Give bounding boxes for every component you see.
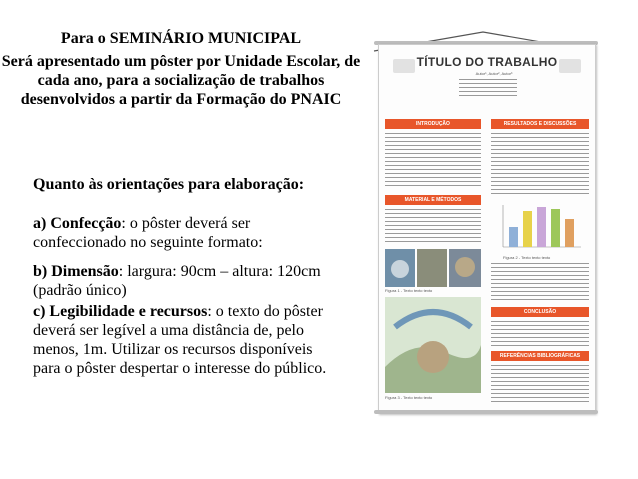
item-legibilidade-text: : o texto do pôster deverá ser legível a uma distância de, pelo menos, 1m. Utilizar os recursos disponíveis para o pôster despertar o interesse do público. — [33, 303, 327, 377]
seminar-description: Será apresentado um pôster por Unidade Escolar, de cada ano, para a socialização de trabalhos desenvolvidos a partir da Formação do PNAIC — [1, 53, 361, 108]
orientations-title: Quanto às orientações para elaboração: — [33, 176, 305, 193]
poster-title: TÍTULO DO TRABALHO — [416, 55, 558, 69]
item-legibilidade-label: c) Legibilidade e recursos — [33, 303, 208, 320]
poster-discussion-text — [491, 263, 589, 303]
poster-illustration — [378, 44, 596, 414]
poster-section-references: REFERÊNCIAS BIBLIOGRÁFICAS — [491, 351, 589, 361]
poster-figure-3-caption: Figura 3 - Texto texto texto — [385, 395, 433, 400]
chart-bar — [551, 209, 560, 247]
poster-figure-1 — [385, 249, 481, 287]
poster-figure-3 — [385, 297, 481, 393]
item-dimensao — [33, 262, 333, 300]
chart-bar — [565, 219, 574, 247]
chart-bar — [509, 227, 518, 247]
poster-affiliations — [459, 79, 517, 97]
chart-bar — [523, 211, 532, 247]
chart-bar — [537, 207, 546, 247]
poster-bottom-rod — [374, 410, 598, 414]
item-confeccao — [33, 214, 333, 252]
poster-references-text — [491, 365, 589, 405]
poster-section-results: RESULTADOS E DISCUSSÕES — [491, 119, 589, 129]
poster-authors: Autor¹, Autor², Autor³ — [475, 71, 513, 76]
poster-figure-2-chart — [499, 201, 583, 251]
poster-intro-text — [385, 133, 481, 189]
poster-figure-2-caption: Figura 2 - Texto texto texto — [503, 255, 551, 260]
item-confeccao-label: a) Confecção — [33, 215, 122, 232]
poster-section-conclusion: CONCLUSÃO — [491, 307, 589, 317]
poster-figure-1-caption: Figura 1 - Texto texto texto — [385, 288, 433, 293]
poster-conclusion-text — [491, 321, 589, 347]
seminar-heading: Para o SEMINÁRIO MUNICIPAL — [60, 30, 302, 47]
poster-section-intro: INTRODUÇÃO — [385, 119, 481, 129]
poster-results-text — [491, 133, 589, 195]
item-dimensao-label: b) Dimensão — [33, 263, 119, 280]
item-confeccao-text: : o pôster deverá ser confeccionado no seguinte formato: — [33, 215, 263, 251]
poster-section-methods: MATERIAL E MÉTODOS — [385, 195, 481, 205]
item-dimensao-text: : largura: 90cm – altura: 120cm (padrão único) — [33, 263, 321, 299]
item-legibilidade — [33, 302, 333, 378]
poster-methods-text — [385, 209, 481, 245]
